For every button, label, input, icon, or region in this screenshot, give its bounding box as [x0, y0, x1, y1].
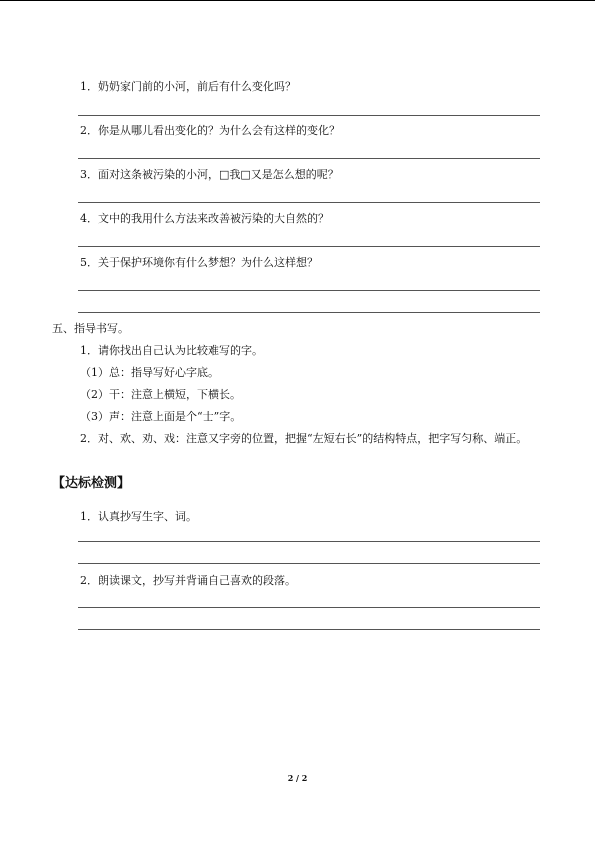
assessment-line-2a[interactable] [78, 607, 540, 608]
section-five-title: 五、指导书写。 [52, 322, 129, 335]
assessment-line-2b[interactable] [78, 629, 540, 630]
assessment-line-1a[interactable] [78, 541, 540, 542]
page-number: 2 / 2 [287, 773, 308, 783]
section-five-sub-2: （2）干：注意上横短，下横长。 [80, 388, 241, 401]
section-five-item-2: 2．对、欢、劝、戏：注意又字旁的位置，把握“左短右长”的结构特点，把字写匀称、端正。 [80, 432, 528, 445]
question-2: 2．你是从哪儿看出变化的？为什么会有这样的变化？ [80, 124, 340, 137]
question-5: 5．关于保护环境你有什么梦想？为什么这样想？ [80, 256, 318, 269]
section-five-item-1: 1．请你找出自己认为比较难写的字。 [80, 344, 263, 357]
assessment-item-2: 2．朗读课文，抄写并背诵自己喜欢的段落。 [80, 574, 296, 587]
assessment-item-1: 1．认真抄写生字、词。 [80, 510, 197, 523]
answer-line-5a[interactable] [78, 290, 540, 291]
assessment-heading: 【达标检测】 [52, 476, 131, 491]
assessment-line-1b[interactable] [78, 563, 540, 564]
answer-line-3[interactable] [78, 202, 540, 203]
answer-line-4[interactable] [78, 246, 540, 247]
question-3: 3．面对这条被污染的小河，□我□又是怎么想的呢？ [80, 168, 339, 181]
answer-line-5b[interactable] [78, 312, 540, 313]
section-five-sub-3: （3）声：注意上面是个“士”字。 [80, 410, 242, 423]
question-1: 1．奶奶家门前的小河，前后有什么变化吗？ [80, 80, 296, 93]
answer-line-2[interactable] [78, 158, 540, 159]
question-4: 4．文中的我用什么方法来改善被污染的大自然的？ [80, 212, 329, 225]
section-five-sub-1: （1）总：指导写好心字底。 [80, 366, 219, 379]
answer-line-1[interactable] [78, 115, 540, 116]
top-rule [0, 0, 595, 1]
